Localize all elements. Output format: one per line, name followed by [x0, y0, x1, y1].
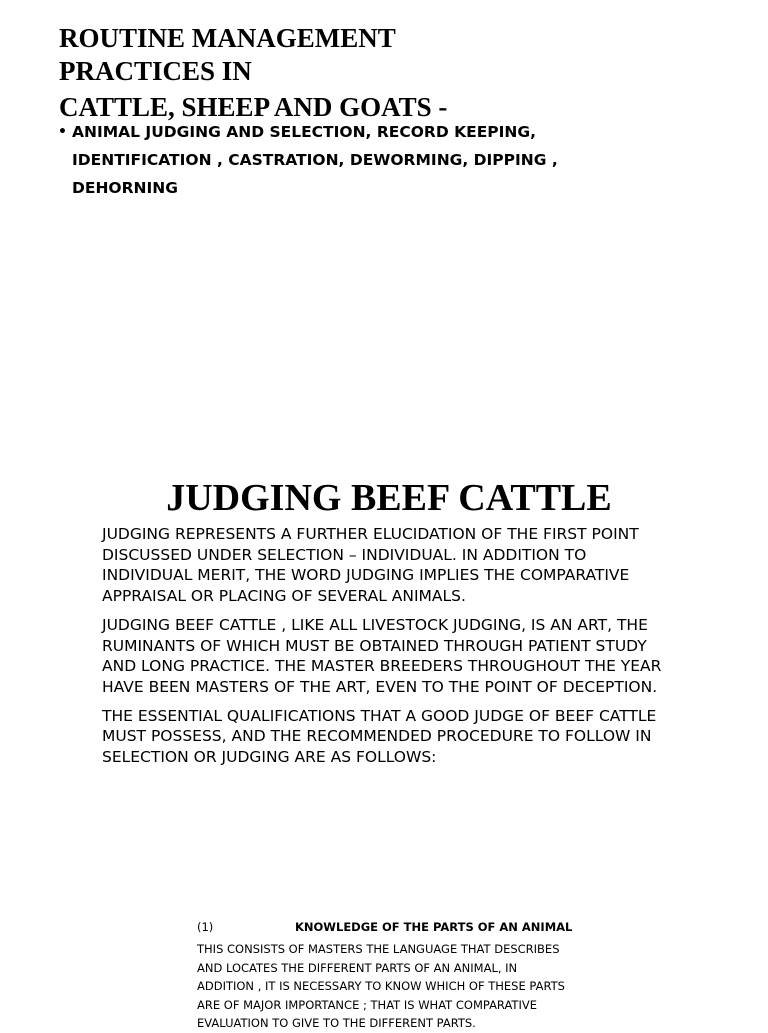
paragraph: JUDGING REPRESENTS A FURTHER ELUCIDATION OF THE FIRST POINT DISCUSSED UNDER SELECTION – INDIVIDUAL. IN ADDITION TO INDIVIDUAL MERIT, THE WORD JUDGING IMPLIES THE COMPARATIVE APPRAISAL OR PLACING OF SEVERAL ANIMALS.: [102, 525, 639, 606]
paragraph: THE ESSENTIAL QUALIFICATIONS THAT A GOOD JUDGE OF BEEF CATTLE MUST POSSESS, AND THE RECOMMENDED PROCEDURE TO FOLLOW IN SELECTION OR JUDGING ARE AS FOLLOWS:: [102, 706, 657, 767]
title-line-1: ROUTINE MANAGEMENT: [59, 23, 396, 53]
title-line-3: CATTLE, SHEEP AND GOATS -: [59, 92, 448, 122]
subsection-body: THIS CONSISTS OF MASTERS THE LANGUAGE THAT DESCRIBES AND LOCATES THE DIFFERENT PARTS OF AN ANIMAL, IN ADDITION , IT IS NECESSARY TO KNOW WHICH OF THESE PARTS ARE OF MAJOR IMPORTANCE ; THAT IS WHAT COMPARATIVE EVALUATION TO GIVE TO THE DIFFERENT PARTS.: [197, 942, 565, 1030]
topic-bullet: [58, 118, 658, 202]
bullet-icon: •: [58, 124, 67, 140]
title-line-2: PRACTICES IN: [59, 56, 252, 86]
subsection-number: (1): [197, 920, 214, 934]
topic-bullet-text: ANIMAL JUDGING AND SELECTION, RECORD KEEPING, IDENTIFICATION , CASTRATION, DEWORMING, DIPPING , DEHORNING: [72, 123, 558, 197]
section-body: [102, 524, 677, 776]
document-title: [59, 22, 659, 124]
subsection: [197, 918, 577, 1033]
paragraph: JUDGING BEEF CATTLE , LIKE ALL LIVESTOCK JUDGING, IS AN ART, THE RUMINANTS OF WHICH MUST BE OBTAINED THROUGH PATIENT STUDY AND LONG PRACTICE. THE MASTER BREEDERS THROUGHOUT THE YEAR HAVE BEEN MASTERS OF THE ART, EVEN TO THE POINT OF DECEPTION.: [102, 615, 662, 696]
subsection-heading: KNOWLEDGE OF THE PARTS OF AN ANIMAL: [295, 920, 573, 934]
section-heading: JUDGING BEEF CATTLE: [166, 477, 612, 519]
subsection-header: [197, 918, 577, 940]
